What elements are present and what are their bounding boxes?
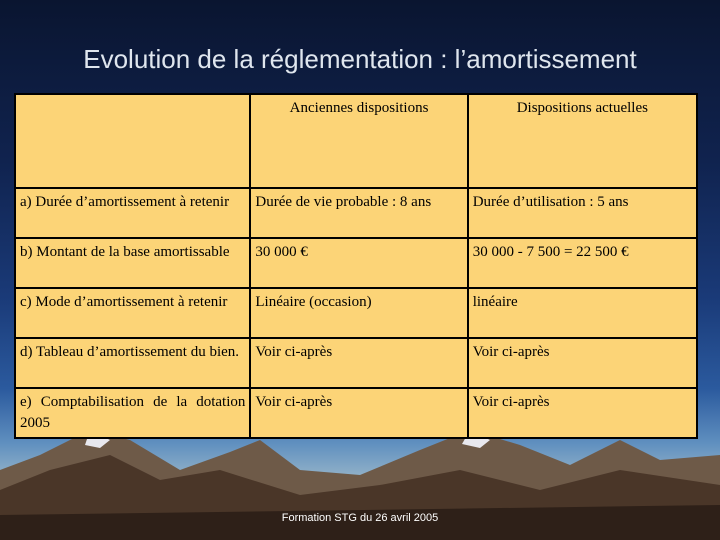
current-value-cell: 30 000 - 7 500 = 22 500 € bbox=[468, 238, 697, 288]
table-row bbox=[15, 238, 697, 288]
header-cell: Dispositions actuelles bbox=[468, 94, 697, 188]
header-cell: Anciennes dispositions bbox=[250, 94, 467, 188]
old-value-cell: Linéaire (occasion) bbox=[250, 288, 467, 338]
old-value-cell: Voir ci-après bbox=[250, 338, 467, 388]
table-row bbox=[15, 338, 697, 388]
row-label-cell: a) Durée d’amortissement à retenir bbox=[15, 188, 250, 238]
table-row bbox=[15, 188, 697, 238]
table-row bbox=[15, 388, 697, 438]
current-value-cell: linéaire bbox=[468, 288, 697, 338]
current-value-cell: Durée d’utilisation : 5 ans bbox=[468, 188, 697, 238]
comparison-table bbox=[14, 93, 698, 439]
footer-text: Formation STG du 26 avril 2005 bbox=[281, 512, 439, 524]
row-label-cell: c) Mode d’amortissement à retenir bbox=[15, 288, 250, 338]
row-label-cell: d) Tableau d’amortissement du bien. bbox=[15, 338, 250, 388]
old-value-cell: Voir ci-après bbox=[250, 388, 467, 438]
row-label-cell: b) Montant de la base amortissable bbox=[15, 238, 250, 288]
table-row bbox=[15, 288, 697, 338]
old-value-cell: Durée de vie probable : 8 ans bbox=[250, 188, 467, 238]
current-value-cell: Voir ci-après bbox=[468, 338, 697, 388]
old-value-cell: 30 000 € bbox=[250, 238, 467, 288]
row-label-cell: e) Comptabilisation de la dotation 2005 bbox=[15, 388, 250, 438]
table-header-row bbox=[15, 94, 697, 188]
current-value-cell: Voir ci-après bbox=[468, 388, 697, 438]
page-title: Evolution de la réglementation : l’amortissement bbox=[83, 44, 637, 74]
header-cell bbox=[15, 94, 250, 188]
